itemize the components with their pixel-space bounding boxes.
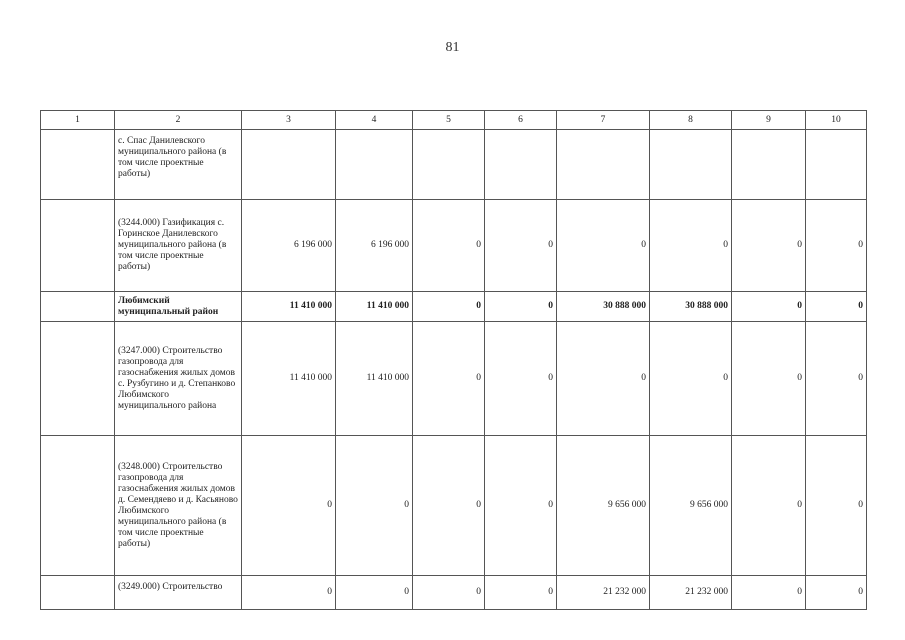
cell-value: 0 bbox=[485, 576, 557, 610]
cell-value: 30 888 000 bbox=[650, 292, 732, 322]
cell-code bbox=[41, 130, 115, 200]
cell-name: (3244.000) Газификация с. Горинское Данилевского муниципального района (в том числе проектные работы) bbox=[115, 200, 242, 292]
cell-value: 0 bbox=[413, 322, 485, 436]
cell-code bbox=[41, 576, 115, 610]
cell-value: 9 656 000 bbox=[557, 436, 650, 576]
budget-table bbox=[40, 110, 867, 610]
column-header-7: 7 bbox=[557, 111, 650, 130]
table-row-subtotal bbox=[41, 292, 867, 322]
cell-value: 0 bbox=[413, 292, 485, 322]
cell-value: 21 232 000 bbox=[650, 576, 732, 610]
page-number: 81 bbox=[445, 40, 460, 55]
cell-value: 0 bbox=[336, 436, 413, 576]
cell-value: 0 bbox=[336, 576, 413, 610]
cell-value: 6 196 000 bbox=[242, 200, 336, 292]
cell-value: 0 bbox=[732, 292, 806, 322]
cell-code bbox=[41, 292, 115, 322]
cell-value bbox=[732, 130, 806, 200]
table-row bbox=[41, 436, 867, 576]
cell-value: 0 bbox=[485, 322, 557, 436]
cell-value: 0 bbox=[806, 292, 867, 322]
cell-value bbox=[336, 130, 413, 200]
cell-value: 0 bbox=[413, 436, 485, 576]
column-header-2: 2 bbox=[115, 111, 242, 130]
cell-value: 0 bbox=[413, 200, 485, 292]
cell-value: 0 bbox=[242, 436, 336, 576]
cell-code bbox=[41, 322, 115, 436]
cell-code bbox=[41, 200, 115, 292]
cell-value bbox=[557, 130, 650, 200]
cell-value: 0 bbox=[413, 576, 485, 610]
table-row bbox=[41, 200, 867, 292]
column-header-4: 4 bbox=[336, 111, 413, 130]
cell-value: 11 410 000 bbox=[242, 322, 336, 436]
cell-value: 0 bbox=[806, 436, 867, 576]
column-header-1: 1 bbox=[41, 111, 115, 130]
cell-value: 0 bbox=[806, 200, 867, 292]
cell-name: Любимский муниципальный район bbox=[115, 292, 242, 322]
column-header-10: 10 bbox=[806, 111, 867, 130]
column-header-5: 5 bbox=[413, 111, 485, 130]
cell-value bbox=[650, 130, 732, 200]
cell-value: 30 888 000 bbox=[557, 292, 650, 322]
cell-name: (3247.000) Строительство газопровода для газоснабжения жилых домов с. Рузбугино и д. Степанково Любимского муниципального района bbox=[115, 322, 242, 436]
cell-name: (3248.000) Строительство газопровода для газоснабжения жилых домов д. Семендяево и д. Касьяново Любимского муниципального района (в том числе проектные работы) bbox=[115, 436, 242, 576]
column-header-6: 6 bbox=[485, 111, 557, 130]
cell-value: 0 bbox=[732, 322, 806, 436]
table-row bbox=[41, 130, 867, 200]
cell-value: 0 bbox=[806, 576, 867, 610]
cell-value: 9 656 000 bbox=[650, 436, 732, 576]
cell-value bbox=[485, 130, 557, 200]
cell-value: 11 410 000 bbox=[336, 292, 413, 322]
table-row bbox=[41, 576, 867, 610]
cell-value: 11 410 000 bbox=[242, 292, 336, 322]
table-row bbox=[41, 322, 867, 436]
cell-value: 0 bbox=[650, 322, 732, 436]
cell-value: 0 bbox=[732, 436, 806, 576]
cell-value: 0 bbox=[650, 200, 732, 292]
cell-value: 0 bbox=[732, 576, 806, 610]
column-header-9: 9 bbox=[732, 111, 806, 130]
cell-value bbox=[242, 130, 336, 200]
cell-value: 0 bbox=[557, 200, 650, 292]
column-header-3: 3 bbox=[242, 111, 336, 130]
cell-value: 0 bbox=[732, 200, 806, 292]
cell-value: 11 410 000 bbox=[336, 322, 413, 436]
cell-value: 0 bbox=[806, 322, 867, 436]
cell-value: 0 bbox=[485, 200, 557, 292]
cell-value bbox=[806, 130, 867, 200]
cell-code bbox=[41, 436, 115, 576]
cell-name: с. Спас Данилевского муниципального района (в том числе проектные работы) bbox=[115, 130, 242, 200]
cell-value: 0 bbox=[557, 322, 650, 436]
cell-value bbox=[413, 130, 485, 200]
cell-name: (3249.000) Строительство bbox=[115, 576, 242, 610]
cell-value: 21 232 000 bbox=[557, 576, 650, 610]
cell-value: 0 bbox=[242, 576, 336, 610]
cell-value: 6 196 000 bbox=[336, 200, 413, 292]
header-row bbox=[41, 111, 867, 130]
column-header-8: 8 bbox=[650, 111, 732, 130]
cell-value: 0 bbox=[485, 292, 557, 322]
cell-value: 0 bbox=[485, 436, 557, 576]
